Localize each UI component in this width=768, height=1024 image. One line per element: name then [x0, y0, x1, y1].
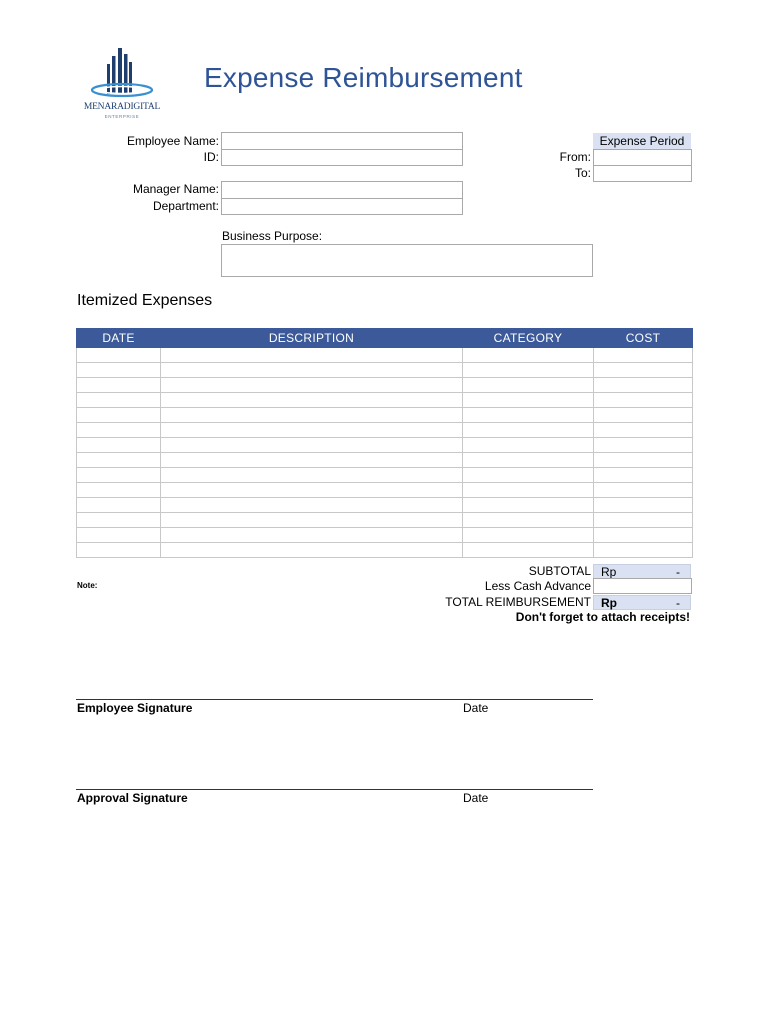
table-row [77, 423, 693, 438]
cash-advance-label: Less Cash Advance [484, 579, 591, 593]
company-logo [80, 46, 164, 122]
table-cell-category[interactable] [463, 528, 594, 543]
subtotal-currency: Rp [601, 564, 617, 579]
employee-id-field[interactable] [221, 149, 463, 166]
employee-signature-line[interactable] [76, 699, 593, 700]
department-label: Department: [152, 199, 219, 213]
table-row [77, 483, 693, 498]
table-cell-category[interactable] [463, 513, 594, 528]
table-cell-cost[interactable] [594, 348, 693, 363]
logo-subtext: ENTERPRISE [104, 114, 140, 119]
table-cell-date[interactable] [77, 393, 161, 408]
table-cell-date[interactable] [77, 363, 161, 378]
table-cell-cost[interactable] [594, 468, 693, 483]
table-cell-date[interactable] [77, 408, 161, 423]
approval-signature-date-label: Date [463, 791, 489, 805]
department-field[interactable] [221, 198, 463, 215]
table-cell-description[interactable] [161, 378, 463, 393]
period-from-label: From: [559, 150, 591, 164]
table-cell-category[interactable] [463, 423, 594, 438]
table-row [77, 513, 693, 528]
table-cell-description[interactable] [161, 528, 463, 543]
period-from-field[interactable] [593, 149, 692, 166]
total-currency: Rp [601, 595, 617, 610]
table-cell-date[interactable] [77, 348, 161, 363]
table-cell-category[interactable] [463, 453, 594, 468]
itemized-expenses-table [76, 328, 693, 558]
table-row [77, 363, 693, 378]
table-cell-cost[interactable] [594, 543, 693, 558]
table-cell-cost[interactable] [594, 363, 693, 378]
table-cell-cost[interactable] [594, 438, 693, 453]
table-row [77, 543, 693, 558]
table-row [77, 468, 693, 483]
table-header-row [77, 329, 693, 348]
table-cell-description[interactable] [161, 408, 463, 423]
table-cell-description[interactable] [161, 393, 463, 408]
business-purpose-label: Business Purpose: [222, 229, 323, 243]
period-to-label: To: [574, 166, 591, 180]
table-cell-description[interactable] [161, 513, 463, 528]
table-cell-cost[interactable] [594, 528, 693, 543]
table-cell-date[interactable] [77, 468, 161, 483]
table-cell-description[interactable] [161, 348, 463, 363]
table-cell-category[interactable] [463, 543, 594, 558]
table-cell-category[interactable] [463, 348, 594, 363]
page-title: Expense Reimbursement [204, 62, 523, 93]
table-cell-description[interactable] [161, 453, 463, 468]
manager-name-field[interactable] [221, 181, 463, 199]
table-cell-date[interactable] [77, 378, 161, 393]
table-cell-description[interactable] [161, 423, 463, 438]
subtotal-value: - [676, 564, 680, 579]
table-row [77, 528, 693, 543]
table-cell-description[interactable] [161, 363, 463, 378]
total-value: - [676, 595, 680, 610]
table-cell-category[interactable] [463, 378, 594, 393]
employee-name-field[interactable] [221, 132, 463, 150]
table-row [77, 453, 693, 468]
table-cell-date[interactable] [77, 453, 161, 468]
subtotal-value-cell [593, 564, 691, 579]
table-cell-description[interactable] [161, 468, 463, 483]
table-cell-date[interactable] [77, 498, 161, 513]
table-row [77, 378, 693, 393]
table-cell-category[interactable] [463, 408, 594, 423]
table-cell-date[interactable] [77, 543, 161, 558]
subtotal-label: SUBTOTAL [528, 564, 591, 578]
table-cell-description[interactable] [161, 483, 463, 498]
table-body [77, 348, 693, 558]
business-purpose-field[interactable] [221, 244, 593, 277]
column-header-date: DATE [77, 329, 161, 348]
logo-text: MENARADIGITAL [83, 102, 161, 112]
table-cell-cost[interactable] [594, 378, 693, 393]
employee-signature-date-label: Date [463, 701, 489, 715]
table-row [77, 393, 693, 408]
table-cell-category[interactable] [463, 483, 594, 498]
column-header-category: CATEGORY [463, 329, 594, 348]
table-cell-cost[interactable] [594, 453, 693, 468]
table-cell-cost[interactable] [594, 483, 693, 498]
expense-period-header: Expense Period [593, 133, 691, 149]
column-header-description: DESCRIPTION [161, 329, 463, 348]
table-cell-cost[interactable] [594, 408, 693, 423]
note-label: Note: [77, 581, 98, 590]
table-cell-description[interactable] [161, 498, 463, 513]
table-cell-description[interactable] [161, 438, 463, 453]
table-cell-category[interactable] [463, 498, 594, 513]
attach-receipts-reminder: Don't forget to attach receipts! [515, 610, 690, 624]
total-reimbursement-label: TOTAL REIMBURSEMENT [445, 595, 591, 609]
table-cell-date[interactable] [77, 483, 161, 498]
approval-signature-line[interactable] [76, 789, 593, 790]
table-cell-date[interactable] [77, 513, 161, 528]
table-cell-category[interactable] [463, 363, 594, 378]
table-cell-description[interactable] [161, 543, 463, 558]
employee-signature-label: Employee Signature [77, 701, 193, 715]
table-cell-date[interactable] [77, 438, 161, 453]
employee-id-label: ID: [203, 150, 219, 164]
table-row [77, 438, 693, 453]
table-cell-cost[interactable] [594, 498, 693, 513]
table-cell-category[interactable] [463, 468, 594, 483]
itemized-expenses-heading: Itemized Expenses [77, 292, 213, 309]
table-cell-cost[interactable] [594, 423, 693, 438]
total-reimbursement-cell [593, 595, 691, 610]
approval-signature-label: Approval Signature [77, 791, 188, 805]
table-cell-cost[interactable] [594, 513, 693, 528]
manager-name-label: Manager Name: [132, 182, 219, 196]
table-row [77, 348, 693, 363]
table-row [77, 408, 693, 423]
table-cell-category[interactable] [463, 438, 594, 453]
column-header-cost: COST [594, 329, 693, 348]
table-cell-category[interactable] [463, 393, 594, 408]
table-cell-date[interactable] [77, 528, 161, 543]
period-to-field[interactable] [593, 165, 692, 182]
cash-advance-field[interactable] [593, 578, 692, 594]
employee-name-label: Employee Name: [126, 134, 219, 148]
table-row [77, 498, 693, 513]
table-cell-date[interactable] [77, 423, 161, 438]
table-cell-cost[interactable] [594, 393, 693, 408]
